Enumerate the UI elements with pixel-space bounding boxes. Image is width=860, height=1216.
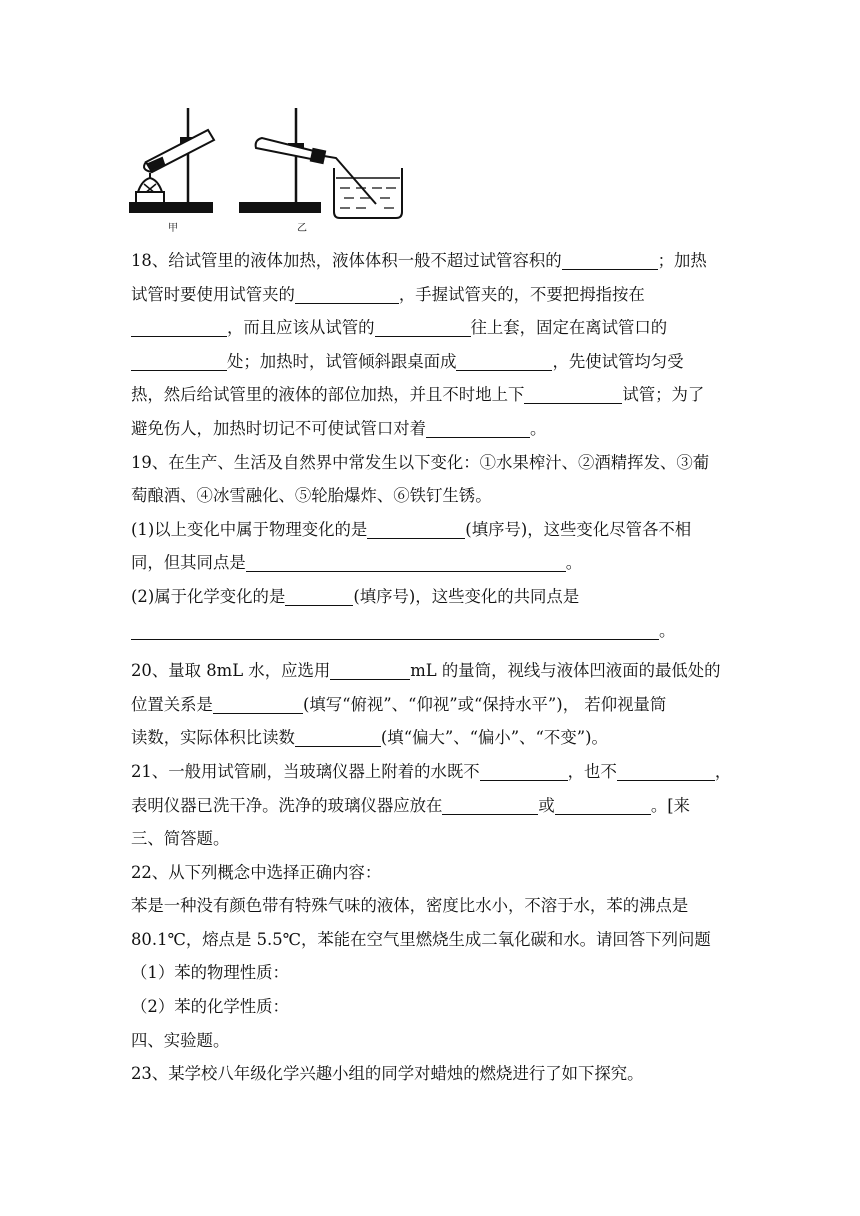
answer-blank[interactable] — [562, 251, 658, 270]
q22-line-4: （1）苯的物理性质： — [131, 963, 289, 983]
question-19 — [131, 446, 731, 648]
answer-blank[interactable] — [426, 419, 530, 438]
question-21 — [131, 755, 731, 822]
q20-line-1: 20、量取 8mL 水，应选用 mL 的量筒，视线与液体凹液面的最低处的 — [131, 661, 721, 681]
q19-line-4: 同，但其同点是 。 — [131, 553, 583, 573]
section-heading-3: 三、简答题。 — [131, 829, 230, 849]
q18-line-2: 试管时要使用试管夹的 ，手握试管夹的，不要把拇指按在 — [131, 284, 645, 304]
q22-line-5: （2）苯的化学性质： — [131, 997, 289, 1017]
answer-blank[interactable] — [131, 621, 659, 640]
answer-blank[interactable] — [213, 695, 303, 714]
answer-blank[interactable] — [555, 796, 651, 815]
q19-line-5: (2)属于化学变化的是 (填序号)，这些变化的共同点是 — [131, 586, 580, 606]
q19-line-1: 19、在生产、生活及自然界中常发生以下变化：①水果榨汁、②酒精挥发、③葡 — [131, 452, 710, 472]
label-yi: 乙 — [297, 223, 307, 234]
q21-line-2: 表明仪器已洗干净。洗净的玻璃仪器应放在 或 。[来 — [131, 795, 690, 815]
q18-line-5: 热，然后给试管里的液体的部位加热，并且不时地上下 试管；为了 — [131, 385, 705, 405]
q22-line-1: 22、从下列概念中选择正确内容： — [131, 862, 382, 882]
q19-line-2: 萄酿酒、④冰雪融化、⑤轮胎爆炸、⑥铁钉生锈。 — [131, 486, 492, 506]
answer-blank[interactable] — [367, 520, 465, 539]
apparatus-jia — [130, 108, 214, 212]
section-heading-4: 四、实验题。 — [131, 1030, 230, 1050]
answer-blank[interactable] — [456, 352, 552, 371]
question-22 — [131, 856, 731, 1024]
apparatus-yi — [240, 108, 402, 218]
answer-blank[interactable] — [131, 352, 227, 371]
q18-line-1: 18、给试管里的液体加热，液体体积一般不超过试管容积的 ；加热 — [131, 251, 707, 270]
answer-blank[interactable] — [442, 796, 538, 815]
label-jia: 甲 — [168, 223, 178, 234]
answer-blank[interactable] — [131, 318, 227, 337]
answer-blank[interactable] — [330, 661, 410, 680]
question-content — [131, 244, 731, 1091]
answer-blank[interactable] — [480, 762, 568, 781]
answer-blank[interactable] — [375, 318, 471, 337]
q20-line-3: 读数，实际体积比读数 (填“偏大”、“偏小”、“不变”)。 — [131, 728, 608, 748]
q22-line-3: 80.1℃，熔点是 5.5℃，苯能在空气里燃烧生成二氧化碳和水。请回答下列问题 — [131, 929, 711, 949]
answer-blank[interactable] — [246, 553, 566, 572]
question-20 — [131, 654, 731, 755]
q18-line-4: 处；加热时，试管倾斜跟桌面成 ，先使试管均匀受 — [131, 345, 731, 379]
answer-blank[interactable] — [285, 587, 353, 606]
answer-blank[interactable] — [295, 728, 381, 747]
q19-line-3: (1)以上变化中属于物理变化的是 (填序号)，这些变化尽管各不相 — [131, 519, 692, 539]
q18-line-6: 避免伤人，加热时切记不可使试管口对着 。 — [131, 418, 547, 438]
q21-line-1: 21、一般用试管刷，当玻璃仪器上附着的水既不 ，也不 ， — [131, 761, 732, 781]
question-18 — [131, 244, 731, 446]
q23-line-1: 23、某学校八年级化学兴趣小组的同学对蜡烛的燃烧进行了如下探究。 — [131, 1064, 644, 1084]
q18-line-3: ，而且应该从试管的 往上套，固定在离试管口的 — [131, 311, 731, 345]
question-23 — [131, 1057, 731, 1091]
q20-line-2: 位置关系是 (填写“俯视”、“仰视”或“保持水平”)， 若仰视量筒 — [131, 694, 667, 714]
answer-blank[interactable] — [617, 762, 715, 781]
q22-line-2: 苯是一种没有颜色带有特殊气味的液体，密度比水小，不溶于水，苯的沸点是 — [131, 896, 689, 916]
q19-line-6: 。 — [131, 614, 731, 648]
answer-blank[interactable] — [524, 385, 622, 404]
apparatus-figure — [128, 100, 418, 234]
answer-blank[interactable] — [295, 285, 399, 304]
